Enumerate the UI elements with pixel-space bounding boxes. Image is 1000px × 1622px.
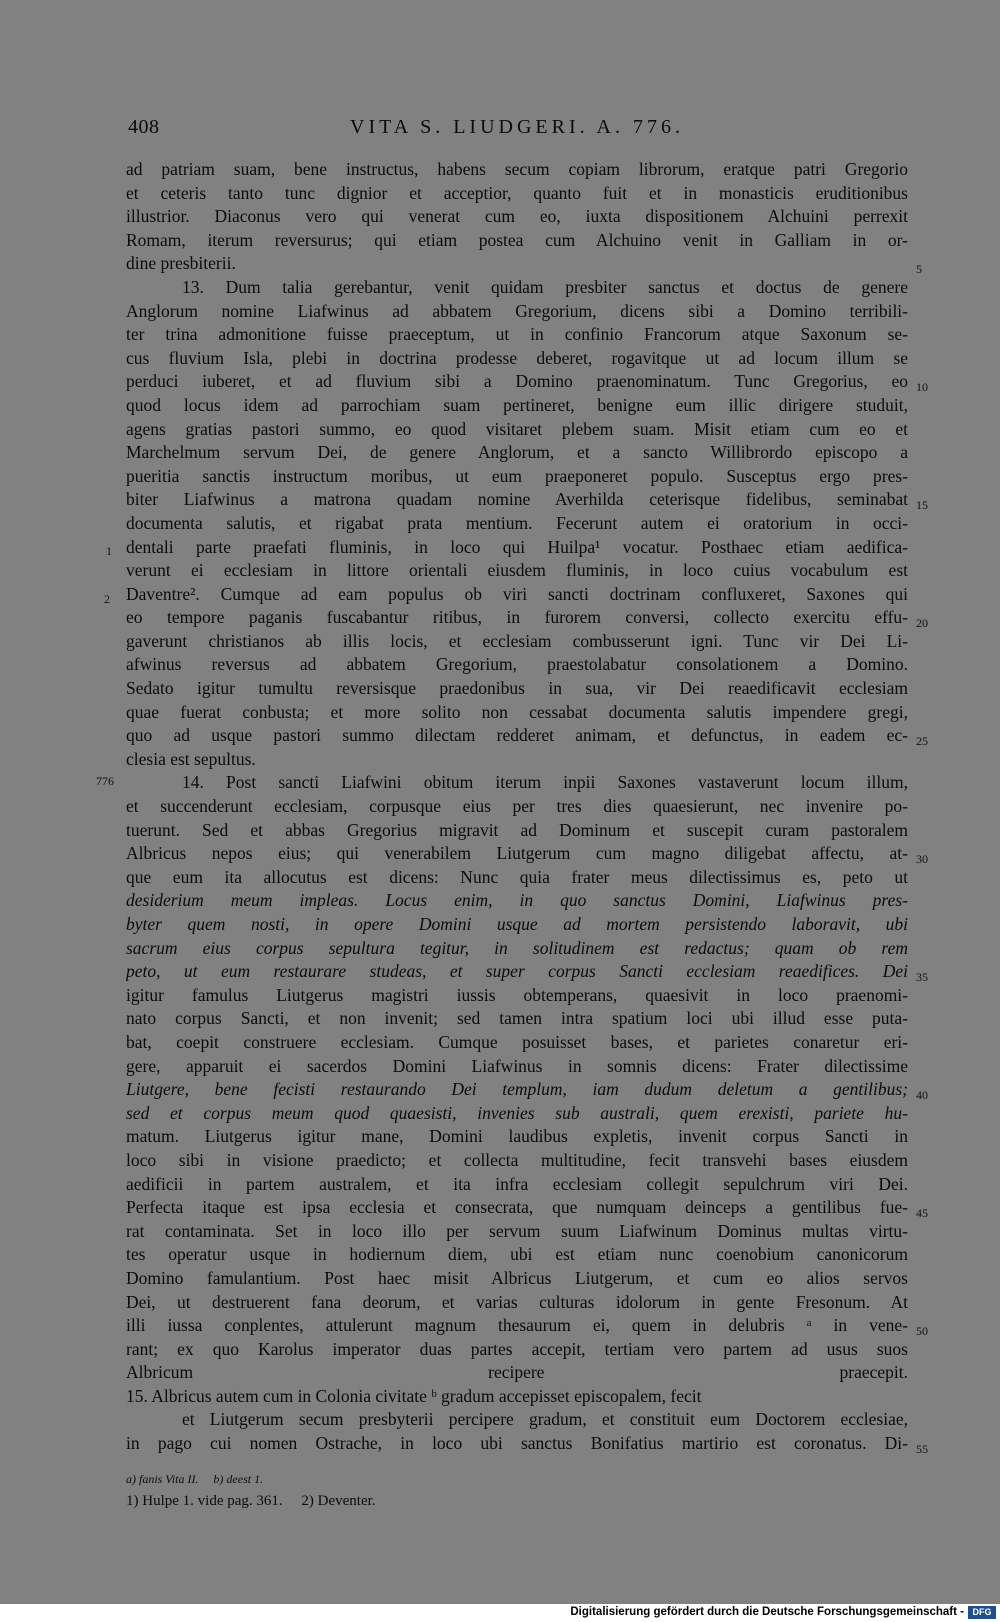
text-line: Daventre². Cumque ad eam populus ob viri sancti doctrinam confluxeret, Saxones qui xyxy=(126,583,908,604)
text-line: gaverunt christianos ab illis locis, et ecclesiam combusserunt igni. Tunc vir Dei Li- xyxy=(126,630,908,651)
paragraph-15-start: et Liutgerum secum presbyterii percipere gradum, et constituit eum Doctorem ecclesiae, xyxy=(182,1409,908,1430)
line-number-marker: 35 xyxy=(916,970,928,984)
text-line: eo tempore paganis fuscabantur ritibus, in furorem conversi, collecto exercitu effu- xyxy=(126,607,908,628)
text-line: documenta salutis, et rigabat prata mentium. Fecerunt autem ei oratorium in occi- xyxy=(126,512,908,533)
footnote-numbers: 1) Hulpe 1. vide pag. 361. 2) Deventer. xyxy=(126,1493,376,1509)
text-line: et ceteris tanto tunc dignior et acceptior, quanto fuit et in monasticis eruditionibus xyxy=(126,182,908,203)
text-line: Romam, iterum reversurus; qui etiam postea cum Alchuino venit in Galliam in or- xyxy=(126,229,908,250)
text-line: et succenderunt ecclesiam, corpusque eius per tres dies quaesierunt, nec invenire po- xyxy=(126,796,908,817)
text-line: quo ad usque pastori summo dilectam redderet animam, et defunctus, in eadem ec- xyxy=(126,725,908,746)
dfg-funding-bar xyxy=(0,1604,1000,1622)
line-number-marker: 40 xyxy=(916,1088,928,1102)
line-number-marker: 45 xyxy=(916,1206,928,1220)
text-line: ad patriam suam, bene instructus, habens secum copiam librorum, eratque patri Gregorio xyxy=(126,159,908,179)
line-number-marker: 30 xyxy=(916,852,928,866)
text-line: perduci iuberet, et ad fluvium sibi a Domino praenominatum. Tunc Gregorius, eo xyxy=(126,371,908,392)
text-line: Sedato igitur tumultu reversisque praedonibus in sua, vir Dei reaedificavit ecclesiam xyxy=(126,678,908,699)
footnote-marker-left: 2 xyxy=(104,592,110,606)
text-line: in pago cui nomen Ostrache, in loco ubi sanctus Bonifatius martirio est coronatus. Di- xyxy=(126,1433,908,1454)
text-line-italic: byter quem nosti, in opere Domini usque ad mortem persistendo laboravit, ubi xyxy=(126,914,908,934)
text-line: ter trina admonitione fuisse praeceptum, ut in confinio Francorum atque Saxonum se- xyxy=(126,324,908,345)
text-line: quae fuerat conbusta; et more solito non cessabat documenta salutis impendere gregi, xyxy=(126,701,908,722)
text-line: igitur famulus Liutgerus magistri iussis obtemperans, quaesivit in loco praenomi- xyxy=(126,984,908,1005)
text-line: Albricum recipere praecepit. xyxy=(126,1362,908,1383)
text-line: 15. Albricus autem cum in Colonia civitate ᵇ gradum accepisset episcopalem, fecit xyxy=(126,1385,702,1406)
text-line: loco sibi in visione praedicto; et collecta multitudine, fecit transvehi bases eiusdem xyxy=(126,1149,908,1170)
running-title: VITA S. LIUDGERI. A. 776. xyxy=(350,116,684,138)
footnote-marker-left: 1 xyxy=(106,544,112,558)
page-number: 408 xyxy=(128,116,160,138)
text-line: Anglorum nomine Liafwinus ad abbatem Gregorium, dicens sibi a Domino terribili- xyxy=(126,300,908,321)
text-line-italic: desiderium meum impleas. Locus enim, in quo sanctus Domini, Liafwinus pres- xyxy=(126,890,908,911)
text-line: rat contaminata. Set in loco illo per servum suum Liafwinum Dominus multas virtu- xyxy=(126,1220,908,1241)
text-line: pueritia sanctis instructum moribus, ut eum praeponeret populo. Susceptus ergo pres- xyxy=(126,465,908,486)
text-line: tes operatur usque in hodiernum diem, ubi est etiam nunc coenobium canonicorum xyxy=(126,1244,908,1265)
text-line: Domino famulantium. Post haec misit Albricus Liutgerum, et cum eo alios servos xyxy=(126,1267,908,1288)
line-number-marker: 5 xyxy=(916,262,922,276)
year-marker-left: 776 xyxy=(96,774,114,788)
text-line: Dei, ut destruerent fana deorum, et varias culturas idolorum in gente Fresonum. At xyxy=(126,1291,908,1312)
text-line-italic: sed et corpus meum quod quaesisti, invenies sub australi, quem erexisti, pariete hu- xyxy=(126,1102,908,1123)
line-number-marker: 25 xyxy=(916,734,928,748)
body-text xyxy=(126,158,908,1456)
line-number-marker: 20 xyxy=(916,616,928,630)
line-number-marker: 50 xyxy=(916,1324,928,1338)
text-line: dentali parte praefati fluminis, in loco qui Huilpa¹ vocatur. Posthaec etiam aedifica- xyxy=(126,536,908,557)
text-line: gere, apparuit ei sacerdos Domini Liafwinus in somnis dicens: Frater dilectissime xyxy=(126,1055,908,1076)
footnote-letters: a) fanis Vita II. b) deest 1. xyxy=(126,1472,264,1486)
line-number-marker: 55 xyxy=(916,1442,928,1456)
text-line: clesia est sepultus. xyxy=(126,748,256,769)
text-line: afwinus reversus ad abbatem Gregorium, praestolabatur consolationem a Domino. xyxy=(126,654,908,675)
text-line: rant; ex quo Karolus imperator duas partes accepit, tertiam vero partem ad usus suos xyxy=(126,1338,908,1359)
paragraph-13-start: 13. Dum talia gerebantur, venit quidam presbiter sanctus et doctus de genere xyxy=(182,276,908,297)
dfg-funding-text: Digitalisierung gefördert durch die Deutsche Forschungsgemeinschaft - xyxy=(570,1606,964,1618)
dfg-logo: DFG xyxy=(968,1606,996,1619)
text-line: que eum ita allocutus est dicens: Nunc quia frater meus dilectissimus es, peto ut xyxy=(126,866,908,887)
text-line: biter Liafwinus a matrona quadam nomine Averhilda ceterisque fidelibus, seminabat xyxy=(126,489,908,510)
line-number-marker: 15 xyxy=(916,498,928,512)
text-line: nato corpus Sancti, et non invenit; sed tamen intra spatium loci ubi illud esse puta- xyxy=(126,1008,908,1029)
text-line: aedificii in partem australem, et ita infra ecclesiam collegit sepulchrum viri Dei. xyxy=(126,1173,908,1194)
text-line: tuerunt. Sed et abbas Gregorius migravit ad Dominum et suscepit curam pastoralem xyxy=(126,819,908,840)
text-line-italic: sacrum eius corpus sepultura tegitur, in solitudinem est redactus; quam ob rem xyxy=(126,937,908,958)
text-line: agens gratias pastori summo, eo quod visitaret plebem suam. Misit etiam cum eo et xyxy=(126,418,908,439)
text-line: Albricus nepos eius; qui venerabilem Liutgerum cum magno diligebat affectu, at- xyxy=(126,843,908,864)
text-line: verunt ei ecclesiam in littore orientali eiusdem fluminis, in loco cuius vocabulum est xyxy=(126,560,908,581)
text-line: bat, coepit construere ecclesiam. Cumque posuisset bases, et parietes conaretur eri- xyxy=(126,1031,908,1052)
text-line: dine presbiterii. xyxy=(126,253,236,274)
text-line-italic: peto, ut eum restaurare studeas, et super corpus Sancti ecclesiam reaedifices. Dei xyxy=(126,961,908,982)
text-line: illustrior. Diaconus vero qui venerat cum eo, iuxta dispositionem Alchuini perrexit xyxy=(126,206,908,227)
footnotes xyxy=(126,1468,908,1512)
text-line: Perfecta itaque est ipsa ecclesia et consecrata, que numquam deinceps a gentilibus fue- xyxy=(126,1197,908,1218)
paragraph-14-start: 14. Post sancti Liafwini obitum iterum inpii Saxones vastaverunt locum illum, xyxy=(182,772,908,793)
text-line: quod locus idem ad parrochiam suam pertineret, benigne eum illic dirigere studuit, xyxy=(126,394,908,415)
text-line: illi iussa conplentes, attulerunt magnum thesaurum ei, quem in delubris ᵃ in vene- xyxy=(126,1315,908,1336)
page-header xyxy=(126,116,908,146)
text-line: cus fluvium Isla, plebi in doctrina prodesse deberet, rogavitque ut ad locum illum se xyxy=(126,347,908,368)
line-number-marker: 10 xyxy=(916,380,928,394)
text-line-italic: Liutgere, bene fecisti restaurando Dei templum, iam dudum deletum a gentilibus; xyxy=(126,1079,908,1100)
text-line: matum. Liutgerus igitur mane, Domini laudibus expletis, invenit corpus Sancti in xyxy=(126,1126,908,1147)
text-line: Marchelmum servum Dei, de genere Anglorum, et a sancto Willibrordo episcopo a xyxy=(126,442,908,463)
